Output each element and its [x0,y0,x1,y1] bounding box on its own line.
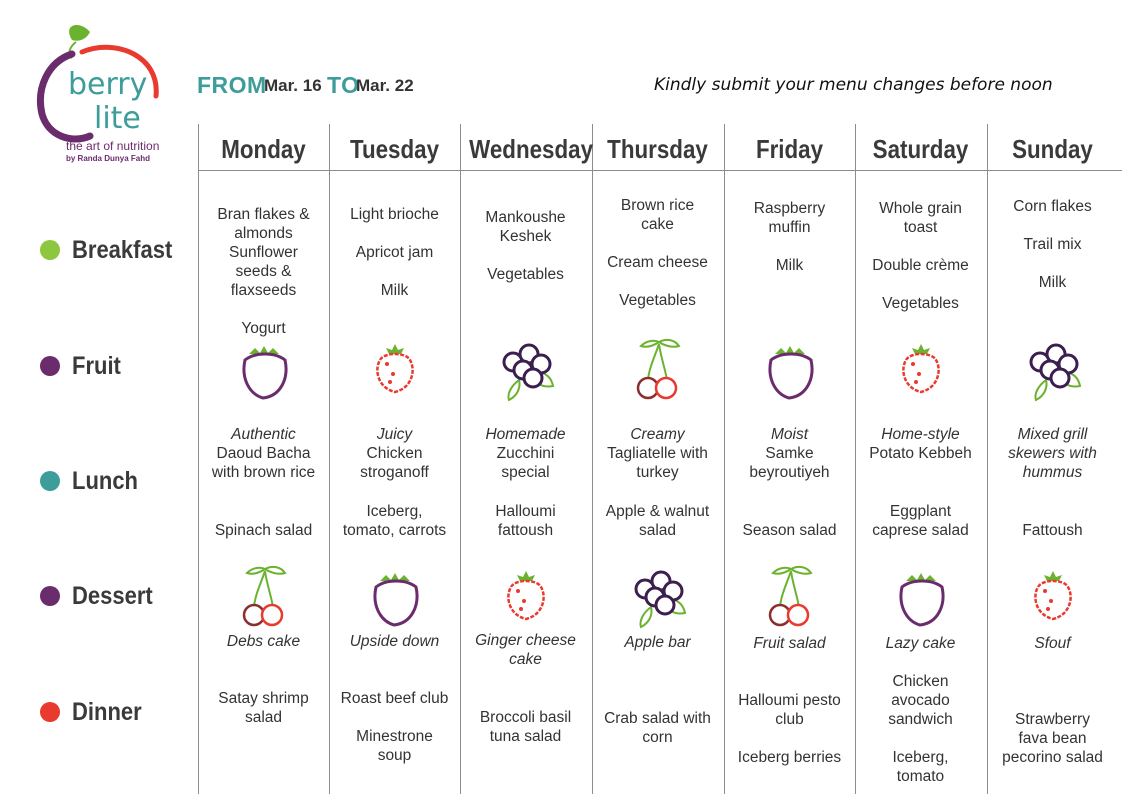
day-header-sunday: Sunday [1012,134,1093,164]
breakfast-line: seeds & [235,263,292,280]
lunch_side-cell-sunday [987,521,1118,540]
breakfast-line: Vegetables [487,266,564,283]
lunch_side-cell-wednesday [460,502,591,540]
dinner-line: club [775,711,804,728]
lunch_main-line: beyroutiyeh [749,464,830,481]
lunch_side-line: Fattoush [1022,522,1083,539]
raspberry-icon [360,334,430,404]
breakfast-line: muffin [768,219,811,236]
lunch_side-line: Spinach salad [214,522,313,539]
line-gap [460,246,591,265]
breakfast-line: Vegetables [882,295,959,312]
dinner-cell-wednesday [460,708,591,746]
from-label: FROM [197,72,267,98]
dessert-cell-monday [198,632,329,651]
dinner-line: Iceberg, [892,749,949,766]
lunch_main-line: special [501,464,550,481]
dinner-cell-tuesday [329,689,460,765]
grape-icon [229,334,299,404]
cherry-icon [755,561,825,631]
lunch_side-line: Season salad [742,522,837,539]
breakfast-cell-tuesday [329,205,460,300]
meal-label-fruit [40,352,128,380]
lunch_main-cell-saturday [855,425,986,463]
dinner-line: Halloumi pesto [738,692,841,709]
lunch_main-line: Creamy [630,426,685,443]
line-gap [987,254,1118,273]
lunch_side-line: Eggplant [889,503,952,520]
blueberry-icon [623,561,693,631]
line-gap [592,272,723,291]
meal-label-dinner [40,698,151,726]
logo-tagline: the art of nutrition [66,139,160,153]
dinner-line: salad [244,709,283,726]
lunch_main-line: Moist [770,426,809,443]
raspberry-icon [491,561,561,631]
lunch_side-line: salad [638,522,677,539]
meal-label-text: Breakfast [72,235,173,264]
breakfast-line: flaxseeds [230,282,297,299]
breakfast-line: almonds [234,225,293,242]
lunch_main-line: skewers with [1008,445,1097,462]
lunch_main-line: Potato Kebbeh [869,445,972,462]
lunch_main-line: Authentic [231,426,296,443]
dinner-line: Chicken [892,673,949,690]
line-gap [592,234,723,253]
dessert-line: Ginger cheese [475,632,576,649]
dessert-cell-tuesday [329,632,460,651]
logo-leaf [69,25,90,41]
line-gap [987,216,1118,235]
dessert-cell-friday [724,634,855,653]
line-gap [855,275,986,294]
lunch_main-line: Daoud Bacha [216,445,311,462]
lunch_side-line: caprese salad [872,522,969,539]
lunch_side-cell-thursday [592,502,723,540]
raspberry-icon [1018,561,1088,631]
cherry-icon [623,334,693,404]
lunch_main-line: Mixed grill [1017,426,1088,443]
lunch_side-line: tomato, carrots [342,522,447,539]
from-date: Mar. 16 [264,76,322,95]
dessert-line: Fruit salad [753,635,826,652]
line-gap [329,224,460,243]
dessert-cell-wednesday [460,631,591,669]
meal-label-breakfast [40,236,186,264]
breakfast-line: Corn flakes [1013,198,1092,215]
lunch_main-line: Samke [765,445,814,462]
lunch_main-line: Home-style [881,426,960,443]
dinner-line: Strawberry [1015,711,1090,728]
breakfast-line: Double crème [872,257,969,274]
dinner-line: pecorino salad [1002,749,1103,766]
dinner-line: sandwich [888,711,953,728]
day-header-wednesday: Wednesday [469,134,594,164]
breakfast-line: Milk [380,282,409,299]
meal-dot-dessert [40,586,60,606]
lunch_main-line: stroganoff [360,464,429,481]
breakfast-line: Keshek [499,228,552,245]
breakfast-line: Mankoushe [485,209,566,226]
dessert-line: Debs cake [226,633,301,650]
breakfast-line: toast [903,219,938,236]
dinner-line: Roast beef club [340,690,449,707]
line-gap [329,262,460,281]
dessert-cell-thursday [592,633,723,652]
dinner-line: Iceberg berries [737,749,842,766]
day-header-friday: Friday [755,134,824,164]
meal-label-text: Dessert [72,581,153,610]
breakfast-line: Trail mix [1023,236,1082,253]
menu-change-notice: Kindly submit your menu changes before noon [654,75,1053,95]
lunch_main-line: Zucchini [496,445,555,462]
day-header-thursday: Thursday [607,134,708,164]
day-header-tuesday: Tuesday [349,134,440,164]
dessert-cell-saturday [855,634,986,653]
lunch_side-line: Iceberg, [366,503,423,520]
breakfast-cell-wednesday [460,208,591,284]
breakfast-line: Vegetables [619,292,696,309]
meal-label-text: Dinner [72,697,142,726]
breakfast-line: Yogurt [241,320,286,337]
dessert-line: Apple bar [624,634,691,651]
dinner-line: fava bean [1018,730,1087,747]
meal-dot-lunch [40,471,60,491]
breakfast-cell-thursday [592,196,723,310]
day-header-monday: Monday [221,134,306,164]
line-gap [855,237,986,256]
grape-icon [886,561,956,631]
meal-dot-dinner [40,702,60,722]
lunch_main-line: turkey [636,464,679,481]
breakfast-line: Brown rice [620,197,695,214]
line-gap [198,300,329,319]
lunch_side-cell-monday [198,521,329,540]
lunch_main-cell-monday [198,425,329,482]
breakfast-cell-monday [198,205,329,338]
cherry-icon [229,561,299,631]
meal-label-text: Lunch [72,466,138,495]
dessert-cell-sunday [987,634,1118,653]
breakfast-cell-saturday [855,199,986,313]
meal-label-text: Fruit [72,351,121,380]
breakfast-cell-sunday [987,197,1118,292]
breakfast-cell-friday [724,199,855,275]
lunch_side-line: Halloumi [495,503,556,520]
logo-wordmark-berry: berry [68,67,148,102]
dinner-line: avocado [891,692,950,709]
line-gap [855,729,986,748]
lunch_side-cell-saturday [855,502,986,540]
lunch_main-line: Homemade [485,426,566,443]
dinner-line: Satay shrimp [218,690,309,707]
lunch_side-line: Apple & walnut [605,503,710,520]
dinner-cell-sunday [987,710,1118,767]
dinner-cell-monday [198,689,329,727]
breakfast-line: Sunflower [229,244,298,261]
dinner-line: tuna salad [489,728,562,745]
to-label: TO [327,72,360,98]
dinner-line: Minestrone [356,728,433,745]
meal-label-lunch [40,467,147,495]
lunch_main-cell-wednesday [460,425,591,482]
lunch_side-cell-tuesday [329,502,460,540]
dinner-line: tomato [896,768,945,785]
meal-label-dessert [40,582,164,610]
breakfast-line: Cream cheese [607,254,708,271]
to-date: Mar. 22 [356,76,414,95]
header-divider [198,170,1122,171]
dinner-line: corn [642,729,673,746]
meal-dot-breakfast [40,240,60,260]
meal-dot-fruit [40,356,60,376]
lunch_main-line: hummus [1022,464,1083,481]
lunch_main-cell-sunday [987,425,1118,482]
breakfast-line: Raspberry [753,200,826,217]
dinner-cell-thursday [592,709,723,747]
breakfast-line: Light brioche [350,206,439,223]
breakfast-line: Milk [775,257,804,274]
breakfast-line: Whole grain [879,200,962,217]
line-gap [724,237,855,256]
lunch_main-line: Tagliatelle with [607,445,708,462]
lunch_main-line: Chicken [366,445,423,462]
logo-byline: by Randa Dunya Fahd [66,154,151,163]
dinner-line: soup [377,747,412,764]
raspberry-icon [886,334,956,404]
blueberry-icon [1018,334,1088,404]
lunch_main-line: with brown rice [211,464,316,481]
logo-wordmark-lite: lite [94,101,141,136]
blueberry-icon [491,334,561,404]
lunch_main-cell-friday [724,425,855,482]
line-gap [724,729,855,748]
dinner-line: Crab salad with [604,710,711,727]
lunch_main-cell-tuesday [329,425,460,482]
day-header-saturday: Saturday [872,134,969,164]
breakfast-line: Bran flakes & [217,206,310,223]
dessert-line: Lazy cake [885,635,956,652]
lunch_side-line: fattoush [497,522,554,539]
grape-icon [360,561,430,631]
dinner-cell-friday [724,691,855,767]
dinner-cell-saturday [855,672,986,786]
lunch_main-cell-thursday [592,425,723,482]
dinner-line: Broccoli basil [479,709,572,726]
lunch_side-cell-friday [724,521,855,540]
breakfast-line: Apricot jam [355,244,434,261]
breakfast-line: Milk [1038,274,1067,291]
grape-icon [755,334,825,404]
dessert-line: Sfouf [1034,635,1071,652]
breakfast-line: cake [641,216,674,233]
dessert-line: cake [509,651,542,668]
dessert-line: Upside down [349,633,440,650]
lunch_main-line: Juicy [376,426,413,443]
line-gap [329,708,460,727]
